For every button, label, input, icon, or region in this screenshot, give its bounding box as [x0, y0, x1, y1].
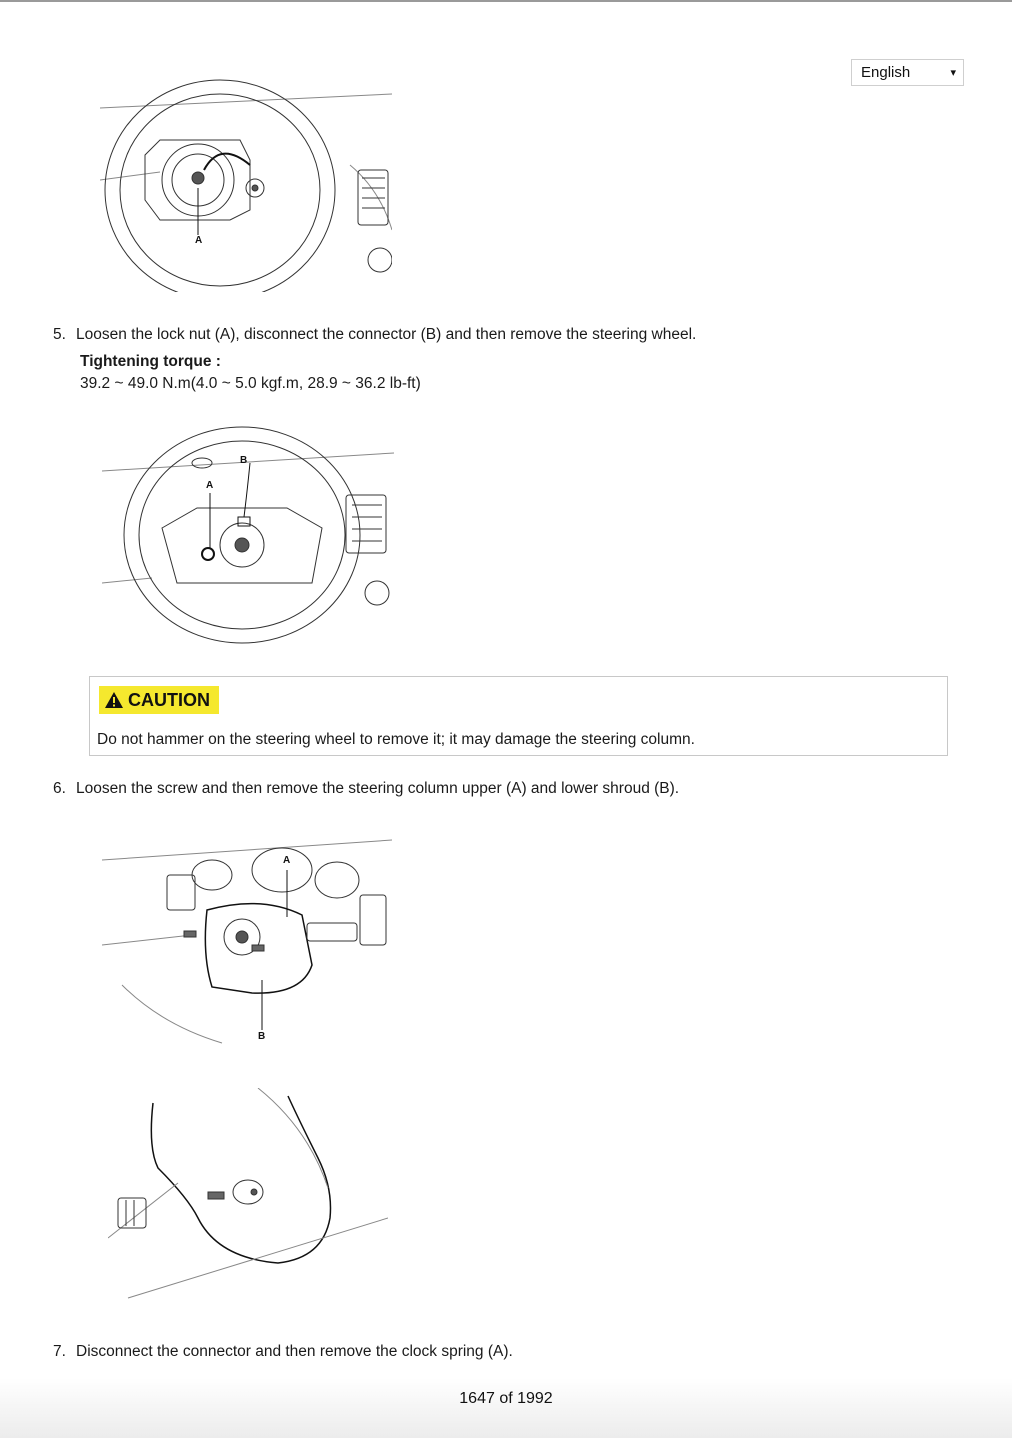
step-number: 7.	[53, 1343, 66, 1360]
language-select[interactable]	[851, 59, 964, 86]
step-7	[53, 1343, 513, 1361]
step-number: 6.	[53, 780, 66, 797]
figure-airbag-connector	[100, 70, 392, 292]
step-5	[53, 326, 696, 344]
step-text: Loosen the lock nut (A), disconnect the connector (B) and then remove the steering wheel.	[76, 326, 697, 343]
step-text: Disconnect the connector and then remove the clock spring (A).	[76, 1343, 513, 1360]
page-count: 1647 of 1992	[459, 1390, 553, 1407]
callout-label: B	[240, 455, 248, 466]
steering-wheel-illustration	[100, 70, 392, 292]
spec-label: Tightening torque :	[80, 353, 221, 370]
callout-label: A	[195, 235, 203, 246]
callout-label: A	[206, 480, 214, 491]
callout-label: B	[258, 1031, 266, 1042]
step-number: 5.	[53, 326, 66, 343]
column-shroud-illustration	[102, 825, 392, 1045]
step-6	[53, 780, 679, 798]
figure-lock-nut-connector	[102, 423, 394, 645]
steering-wheel-illustration	[102, 423, 394, 645]
step-text: Loosen the screw and then remove the steering column upper (A) and lower shroud (B).	[76, 780, 680, 797]
language-select-value: English	[861, 64, 911, 81]
shroud-screw-illustration	[108, 1088, 388, 1303]
caution-box	[89, 676, 948, 756]
figure-column-shroud	[102, 825, 392, 1045]
chevron-down-icon[interactable]: ▾	[950, 67, 956, 79]
warning-triangle-icon	[104, 691, 124, 709]
figure-shroud-screw-detail	[108, 1088, 388, 1303]
top-border	[0, 0, 1012, 2]
spec-value: 39.2 ~ 49.0 N.m(4.0 ~ 5.0 kgf.m, 28.9 ~ 36.2 lb-ft)	[80, 375, 421, 392]
caution-label: CAUTION	[128, 690, 210, 710]
callout-label: A	[283, 855, 291, 866]
caution-badge	[99, 686, 219, 714]
caution-text: Do not hammer on the steering wheel to remove it; it may damage the steering column.	[97, 731, 695, 748]
footer-bar	[0, 1378, 1012, 1438]
